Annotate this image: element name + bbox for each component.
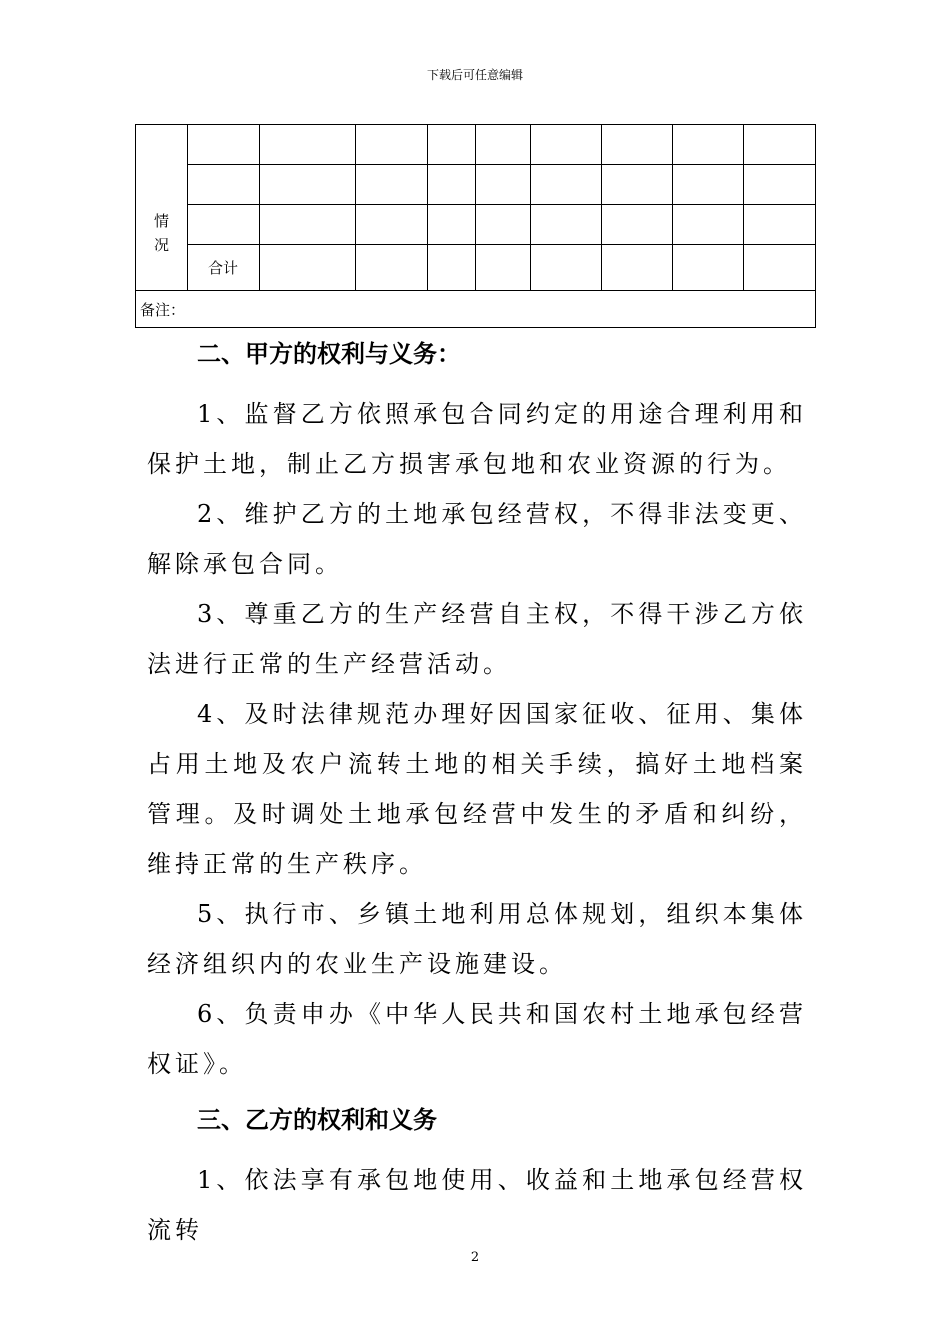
section-2-item-3: 3、尊重乙方的生产经营自主权，不得干涉乙方依法进行正常的生产经营活动。: [147, 600, 807, 678]
page-number: 2: [470, 1250, 480, 1265]
table-cell: [260, 205, 356, 245]
category-label: 情况: [153, 212, 169, 255]
remarks-label: 备注：: [136, 291, 816, 328]
table-cell: [744, 205, 816, 245]
table-cell: [356, 125, 428, 165]
table-cell: [602, 205, 673, 245]
table-cell: [602, 244, 673, 291]
category-cell: [136, 125, 188, 291]
section-2-title: 二、甲方的权利与义务：: [197, 340, 461, 368]
table-cell: [428, 244, 476, 291]
table-row: [136, 125, 816, 165]
table-cell: [428, 125, 476, 165]
section-2-item-4: 4、及时法律规范办理好因国家征收、征用、集体占用土地及农户流转土地的相关手续，搞好土地档案管理。及时调处土地承包经营中发生的矛盾和纠纷，维持正常的生产秩序。: [147, 700, 807, 878]
table-cell: [476, 244, 531, 291]
section-2-item-2: 2、维护乙方的土地承包经营权，不得非法变更、解除承包合同。: [147, 500, 807, 578]
table-cell: [428, 164, 476, 205]
table-cell: [356, 244, 428, 291]
table-row-sum: [136, 244, 816, 291]
table-cell: [531, 164, 602, 205]
section-3-title: 三、乙方的权利和义务: [197, 1106, 437, 1134]
table-cell: [673, 244, 744, 291]
table-cell: [476, 164, 531, 205]
table-cell: [602, 164, 673, 205]
table-cell: [476, 125, 531, 165]
sum-label: 合计: [188, 244, 260, 291]
table-cell: [744, 164, 816, 205]
table-cell: [531, 244, 602, 291]
table-cell: [260, 164, 356, 205]
table-cell: [428, 205, 476, 245]
section-3-item-1: 1、依法享有承包地使用、收益和土地承包经营权流转: [147, 1166, 807, 1244]
section-2-item-5: 5、执行市、乡镇土地利用总体规划，组织本集体经济组织内的农业生产设施建设。: [147, 900, 807, 978]
land-info-table: [135, 124, 816, 328]
section-2-item-1: 1、监督乙方依照承包合同约定的用途合理利用和保护土地，制止乙方损害承包地和农业资源的行为。: [147, 400, 807, 478]
page-header-note: 下载后可任意编辑: [426, 68, 523, 82]
table-cell: [260, 244, 356, 291]
section-2-item-6: 6、负责申办《中华人民共和国农村土地承包经营权证》。: [147, 1000, 807, 1078]
table-row: [136, 205, 816, 245]
table-cell: [356, 164, 428, 205]
table-cell: [673, 164, 744, 205]
table-cell: [188, 205, 260, 245]
table-cell: [602, 125, 673, 165]
table-cell: [531, 125, 602, 165]
table-cell: [744, 244, 816, 291]
table-row: [136, 164, 816, 205]
table-cell: [531, 205, 602, 245]
table-row-remarks: [136, 291, 816, 328]
table-cell: [744, 125, 816, 165]
table-cell: [260, 125, 356, 165]
table-cell: [673, 205, 744, 245]
table-cell: [476, 205, 531, 245]
table-cell: [673, 125, 744, 165]
table-cell: [188, 164, 260, 205]
document-body: [147, 337, 807, 1255]
table-cell: [356, 205, 428, 245]
table-cell: [188, 125, 260, 165]
